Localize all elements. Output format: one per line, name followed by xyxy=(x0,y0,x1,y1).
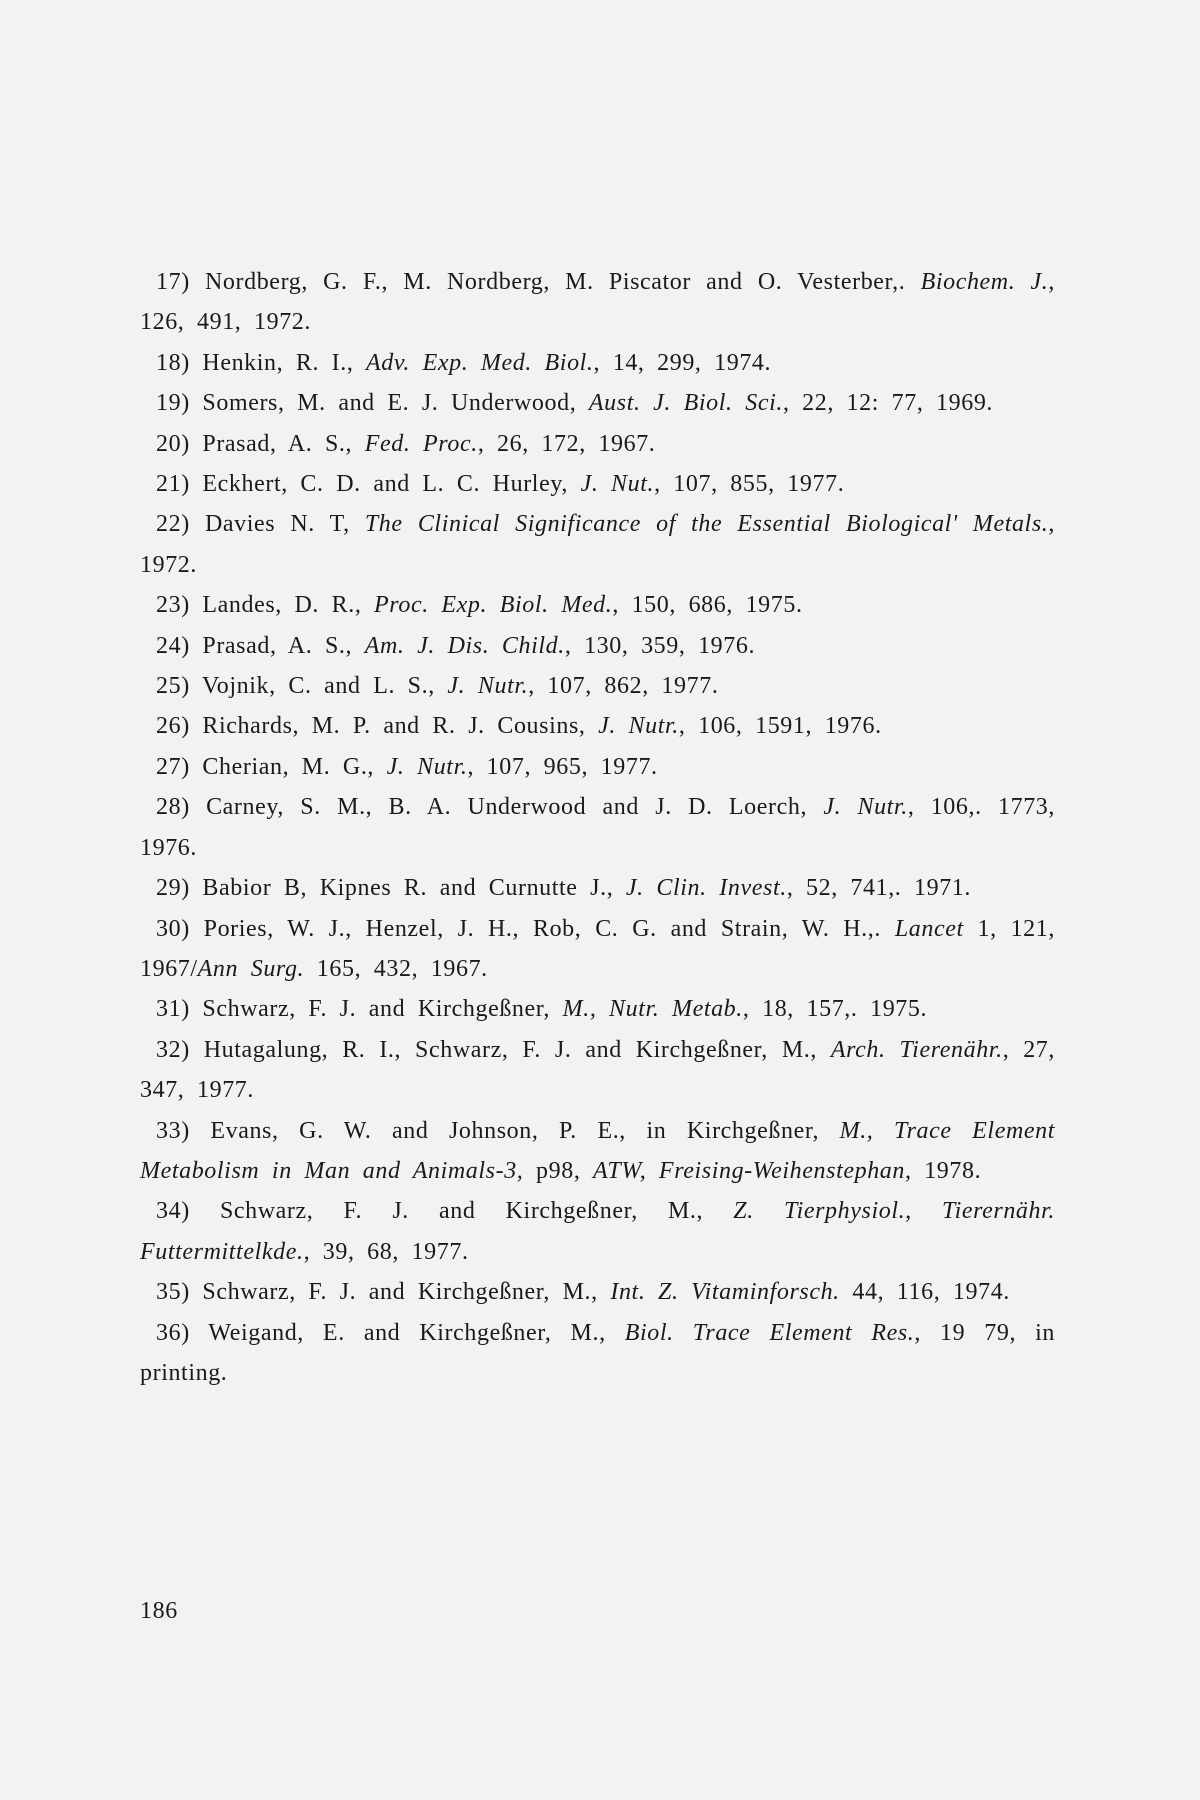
reference-italic-text: Adv. Exp. Med. Biol. xyxy=(366,349,594,376)
reference-entry xyxy=(140,989,1055,1029)
reference-text: 36) Weigand, E. and Kirchgeßner, M., xyxy=(156,1319,625,1346)
reference-text: 27) Cherian, M. G., xyxy=(156,753,387,780)
reference-italic-text: ATW, Freising-Weihenstephan, xyxy=(593,1157,912,1184)
reference-text: 31) Schwarz, F. J. and Kirchgeßner, xyxy=(156,996,563,1023)
reference-text: 1978. xyxy=(911,1157,982,1184)
reference-italic-text: J. Nutr. xyxy=(447,673,529,700)
reference-text: 22) Davies N. T, xyxy=(156,511,365,538)
reference-text: 17) Nordberg, G. F., M. Nordberg, M. Piscator and O. Vesterber,. xyxy=(156,269,921,295)
reference-entry xyxy=(140,343,1055,383)
reference-italic-text: Biochem. J. xyxy=(920,269,1049,295)
reference-italic-text: Lancet xyxy=(894,915,964,942)
reference-text: , 107, 862, 1977. xyxy=(528,673,719,700)
reference-entry xyxy=(140,706,1055,746)
reference-entry xyxy=(140,504,1055,585)
reference-italic-text: J. Nutr. xyxy=(598,713,679,740)
reference-text: , 14, 299, 1974. xyxy=(593,349,772,376)
reference-text: , 130, 359, 1976. xyxy=(564,632,756,659)
reference-text: , 150, 686, 1975. xyxy=(612,592,803,619)
reference-italic-text: Arch. Tierenähr. xyxy=(830,1036,1003,1063)
reference-entry xyxy=(140,262,1055,343)
reference-entry xyxy=(140,383,1055,423)
reference-text: , 106,. 1773, 1976. xyxy=(140,794,1055,861)
reference-text: , 19 79, in printing. xyxy=(140,1319,1055,1386)
reference-text: 20) Prasad, A. S., xyxy=(156,430,365,457)
reference-text: 34) Schwarz, F. J. and Kirchgeßner, M., xyxy=(156,1198,734,1225)
reference-text: p98, xyxy=(523,1157,594,1184)
reference-entry xyxy=(140,868,1055,908)
reference-entry xyxy=(140,1313,1055,1394)
reference-text: 18) Henkin, R. I., xyxy=(156,349,367,376)
reference-entry xyxy=(140,787,1055,868)
reference-italic-text: J. Nutr. xyxy=(823,794,908,821)
reference-entry xyxy=(140,1191,1055,1272)
reference-text: 25) Vojnik, C. and L. S., xyxy=(156,673,448,700)
reference-entry xyxy=(140,585,1055,625)
reference-italic-text: Am. J. Dis. Child. xyxy=(364,632,565,659)
reference-entry xyxy=(140,424,1055,464)
reference-italic-text: J. Nut. xyxy=(580,471,655,498)
reference-italic-text: M., Nutr. Metab. xyxy=(562,996,743,1023)
reference-text: 26) Richards, M. P. and R. J. Cousins, xyxy=(156,713,599,740)
reference-text: , 52, 741,. 1971. xyxy=(786,875,972,902)
reference-text: 19) Somers, M. and E. J. Underwood, xyxy=(156,390,589,417)
reference-entry xyxy=(140,1030,1055,1111)
reference-text: , 22, 12: 77, 1969. xyxy=(782,390,994,417)
reference-italic-text: J. Nutr. xyxy=(386,753,468,780)
reference-text: 29) Babior B, Kipnes R. and Curnutte J., xyxy=(156,875,626,902)
reference-text: , 106, 1591, 1976. xyxy=(678,713,882,740)
reference-text: 28) Carney, S. M., B. A. Underwood and J. D. Loerch, xyxy=(156,794,824,821)
reference-italic-text: J. Clin. Invest. xyxy=(625,875,787,902)
reference-text: , 107, 965, 1977. xyxy=(467,753,658,780)
reference-entry xyxy=(140,464,1055,504)
reference-text: 165, 432, 1967. xyxy=(304,955,488,982)
reference-text: , 27, 347, 1977. xyxy=(140,1036,1056,1104)
reference-text: 35) Schwarz, F. J. and Kirchgeßner, M., xyxy=(156,1279,611,1306)
reference-text: , 18, 157,. 1975. xyxy=(742,996,928,1023)
reference-text: 32) Hutagalung, R. I., Schwarz, F. J. and Kirchgeßner, M., xyxy=(156,1036,831,1063)
reference-text: 23) Landes, D. R., xyxy=(156,592,375,619)
reference-entry xyxy=(140,626,1055,666)
reference-italic-text: Ann Surg. xyxy=(197,955,305,982)
reference-italic-text: The Clinical Significance of the Essential Biological' Metals. xyxy=(364,511,1049,538)
reference-italic-text: Biol. Trace Element Res. xyxy=(624,1319,915,1346)
reference-italic-text: Z. Tierphysiol., Tierernähr. Futtermittelkde. xyxy=(140,1198,1056,1265)
reference-text: 1, 121, 1967/ xyxy=(140,915,1055,982)
reference-text: 33) Evans, G. W. and Johnson, P. E., in Kirchgeßner, xyxy=(156,1117,840,1144)
reference-text: 24) Prasad, A. S., xyxy=(156,632,365,659)
reference-italic-text: Proc. Exp. Biol. Med. xyxy=(374,592,613,619)
reference-text: , 107, 855, 1977. xyxy=(654,471,845,498)
reference-text: , 126, 491, 1972. xyxy=(140,269,1055,336)
reference-entry xyxy=(140,1111,1055,1192)
reference-entry xyxy=(140,909,1055,990)
reference-italic-text: Fed. Proc. xyxy=(364,430,478,457)
reference-italic-text: Aust. J. Biol. Sci. xyxy=(588,390,783,417)
reference-italic-text: Int. Z. Vitaminforsch. xyxy=(610,1279,840,1306)
reference-text: 30) Pories, W. J., Henzel, J. H., Rob, C. G. and Strain, W. H.,. xyxy=(156,915,895,942)
reference-text: 44, 116, 1974. xyxy=(839,1279,1010,1306)
page-number: 186 xyxy=(140,1598,178,1624)
reference-entry xyxy=(140,1272,1055,1312)
reference-entry xyxy=(140,666,1055,706)
reference-text: , 26, 172, 1967. xyxy=(477,430,656,457)
reference-entry xyxy=(140,747,1055,787)
reference-text: , 1972. xyxy=(140,511,1055,578)
reference-italic-text: M., Trace Element Metabolism in Man and Animals-3, xyxy=(140,1117,1055,1184)
reference-text: 21) Eckhert, C. D. and L. C. Hurley, xyxy=(156,471,581,498)
reference-text: , 39, 68, 1977. xyxy=(303,1238,469,1265)
reference-list xyxy=(140,262,1055,1393)
